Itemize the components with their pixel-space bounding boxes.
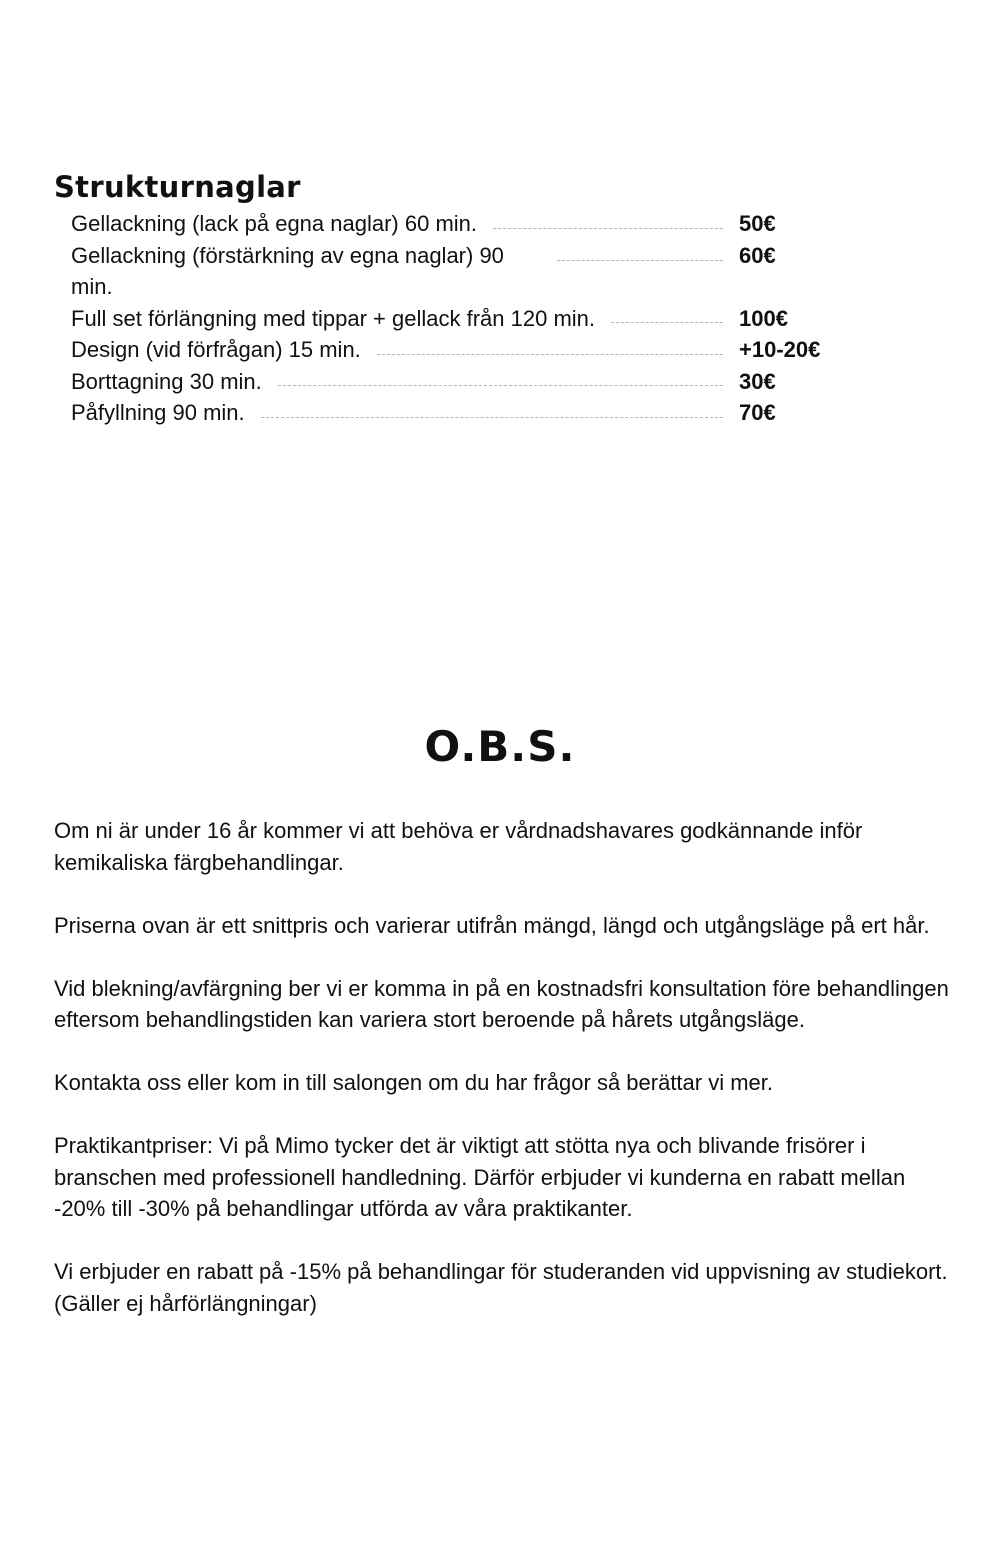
note-paragraph: Vid blekning/avfärgning ber vi er komma in på en kostnadsfri konsultation före behandlingen eftersom behandlingstiden kan variera stort beroende på hårets utgångsläge. <box>54 975 949 1032</box>
price-row <box>71 366 841 398</box>
note-paragraph: Praktikantpriser: Vi på Mimo tycker det är viktigt att stötta nya och blivande frisörer i branschen med professionell handledning. Därför erbjuder vi kunderna en rabatt mellan -20% till -30% på behandlingar utförda av våra praktikanter. <box>54 1133 906 1221</box>
dotted-leader <box>557 260 723 261</box>
note-paragraph: Kontakta oss eller kom in till salongen om du har frågor så berättar vi mer. <box>54 1070 774 1095</box>
price-item-name: Påfyllning 90 min. <box>71 400 245 425</box>
price-item-name: Gellackning (förstärkning av egna naglar) 90 min. <box>71 242 504 299</box>
dotted-leader <box>278 385 723 386</box>
price-row <box>71 303 841 335</box>
price-item-value: 50€ <box>739 211 776 236</box>
price-item-name: Design (vid förfrågan) 15 min. <box>71 337 361 362</box>
dotted-leader <box>611 322 723 323</box>
section-title: Strukturnaglar <box>54 170 301 204</box>
obs-notes <box>54 815 954 1351</box>
price-row <box>71 208 841 240</box>
price-item-value: +10-20€ <box>739 337 821 362</box>
price-section <box>54 168 854 429</box>
dotted-leader <box>261 417 723 418</box>
price-item-value: 60€ <box>739 242 776 268</box>
obs-title: O.B.S. <box>424 722 576 771</box>
dotted-leader <box>493 228 723 229</box>
price-row <box>71 240 841 303</box>
price-row <box>71 397 841 429</box>
price-item-value: 30€ <box>739 368 776 394</box>
price-item-value: 70€ <box>739 400 776 425</box>
price-item-value: 100€ <box>739 305 788 331</box>
note-paragraph: Om ni är under 16 år kommer vi att behöva er vårdnadshavares godkännande inför kemikaliska färgbehandlingar. <box>54 818 863 875</box>
price-item-name: Full set förlängning med tippar + gellack från 120 min. <box>71 305 596 331</box>
price-list <box>54 208 841 429</box>
dotted-leader <box>377 354 723 355</box>
price-item-name: Gellackning (lack på egna naglar) 60 min. <box>71 211 478 236</box>
price-item-name: Borttagning 30 min. <box>71 368 262 394</box>
note-paragraph: Priserna ovan är ett snittpris och varierar utifrån mängd, längd och utgångsläge på ert hår. <box>54 912 930 938</box>
note-paragraph: Vi erbjuder en rabatt på -15% på behandlingar för studeranden vid uppvisning av studiekort. (Gäller ej hårförlängningar) <box>54 1259 948 1316</box>
price-row <box>71 334 841 366</box>
